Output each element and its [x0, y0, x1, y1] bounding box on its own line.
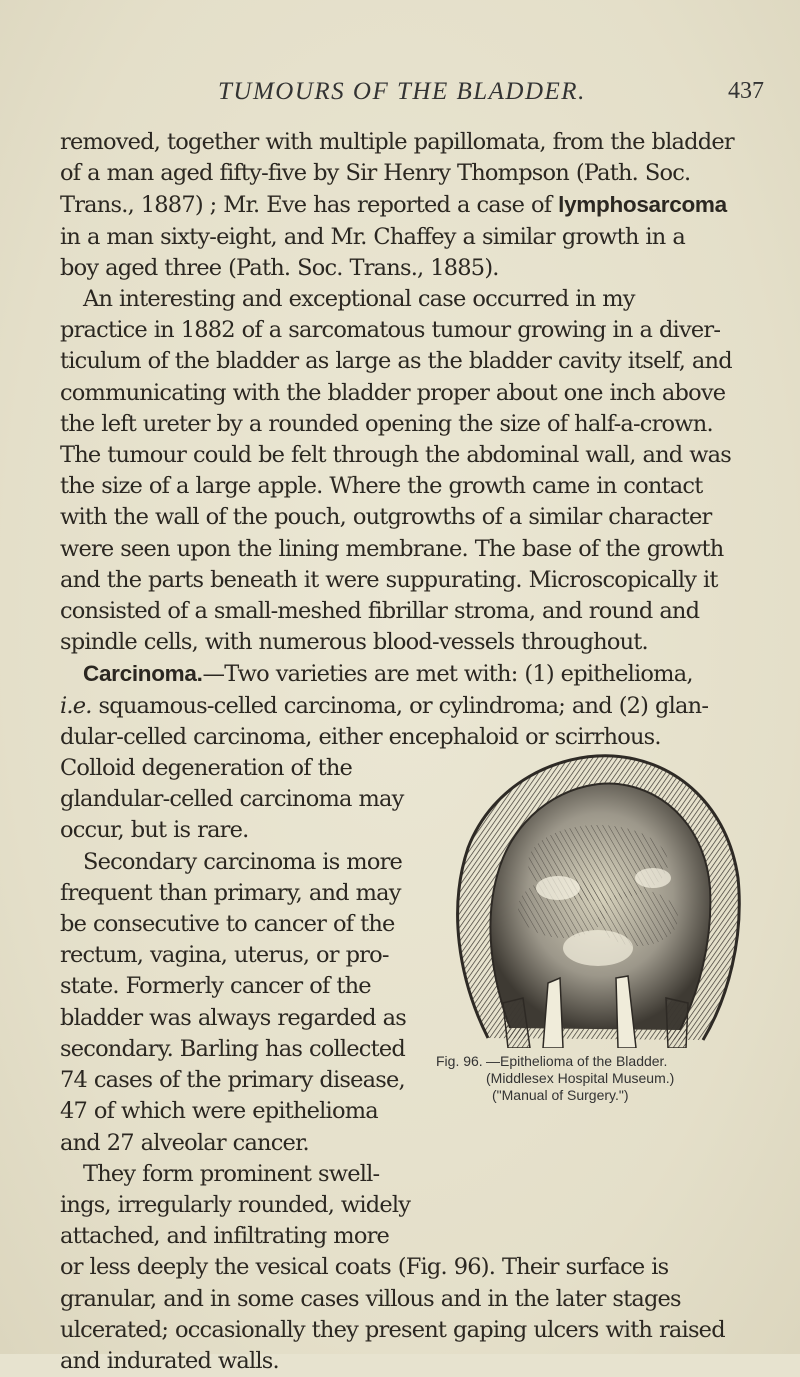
text-line: were seen upon the lining membrane. The base of the growth — [60, 535, 724, 562]
caption-line: ("Manual of Surgery.") — [492, 1087, 629, 1103]
page-header — [0, 78, 800, 110]
text-line — [60, 189, 742, 221]
text-line: Secondary carcinoma is more — [83, 848, 403, 875]
text-run: Trans., 1887) ; Mr. Eve has reported a case of — [60, 192, 559, 219]
text-line: 47 of which were epithelioma — [60, 1098, 378, 1125]
text-line: be consecutive to cancer of the — [60, 911, 395, 938]
text-line — [60, 691, 742, 722]
text-line: removed, together with multiple papillomata, from the bladder — [60, 129, 734, 155]
running-title: TUMOURS OF THE BLADDER. — [218, 78, 586, 105]
text-line: 74 cases of the primary disease, — [60, 1067, 405, 1094]
text-line: of a man aged fifty-five by Sir Henry Thompson (Path. Soc. — [60, 160, 691, 187]
term-lymphosarcoma: lymphosarcoma — [558, 192, 727, 218]
caption-line: —Epithelioma of the Bladder. — [486, 1053, 668, 1069]
text-line — [60, 658, 742, 690]
text-line: and indurated walls. — [60, 1347, 279, 1374]
text-line: The tumour could be felt through the abdominal wall, and was — [60, 442, 732, 469]
text-line: occur, but is rare. — [60, 817, 249, 844]
text-line: the size of a large apple. Where the growth came in contact — [60, 473, 703, 500]
text-line: in a man sixty-eight, and Mr. Chaffey a similar growth in a — [60, 223, 685, 250]
figure-label: Fig. 96. — [436, 1053, 483, 1069]
section-heading-carcinoma: Carcinoma. — [83, 661, 203, 687]
text-line: state. Formerly cancer of the — [60, 973, 371, 1000]
text-line: Colloid degeneration of the — [60, 755, 353, 782]
text-line: rectum, vagina, uterus, or pro- — [60, 942, 389, 969]
text-run: squamous-celled carcinoma, or cylindroma; and (2) glan- — [91, 692, 709, 719]
text-run: —Two varieties are met with: (1) epithelioma, — [202, 661, 693, 688]
text-line: spindle cells, with numerous blood-vessels throughout. — [60, 629, 648, 656]
text-line: frequent than primary, and may — [60, 879, 401, 906]
text-line: dular-celled carcinoma, either encephaloid or scirrhous. — [60, 723, 661, 750]
text-line: ings, irregularly rounded, widely — [60, 1191, 411, 1218]
text-line: bladder was always regarded as — [60, 1004, 406, 1031]
page-number: 437 — [728, 78, 764, 104]
text-line: attached, and infiltrating more — [60, 1223, 390, 1250]
text-line: An interesting and exceptional case occurred in my — [83, 286, 635, 313]
text-line: secondary. Barling has collected — [60, 1035, 405, 1062]
text-line: the left ureter by a rounded opening the size of half-a-crown. — [60, 410, 713, 437]
text-line: consisted of a small-meshed fibrillar stroma, and round and — [60, 598, 700, 625]
text-line: They form prominent swell- — [83, 1160, 380, 1187]
text-line: glandular-celled carcinoma may — [60, 786, 404, 813]
text-line: granular, and in some cases villous and in the later stages — [60, 1285, 681, 1312]
text-run-italic: i.e. — [60, 692, 92, 719]
text-line: and the parts beneath it were suppurating. Microscopically it — [60, 566, 718, 593]
text-line: with the wall of the pouch, outgrowths of a similar character — [60, 504, 712, 531]
bladder-engraving-illustration — [448, 748, 744, 1048]
caption-line: (Middlesex Hospital Museum.) — [486, 1070, 675, 1086]
text-line: practice in 1882 of a sarcomatous tumour growing in a diver- — [60, 317, 721, 344]
figure-96 — [448, 748, 744, 1048]
text-line: and 27 alveolar cancer. — [60, 1129, 309, 1156]
text-line: ulcerated; occasionally they present gaping ulcers with raised — [60, 1316, 725, 1343]
text-line: or less deeply the vesical coats (Fig. 96). Their surface is — [60, 1254, 669, 1281]
text-line: communicating with the bladder proper about one inch above — [60, 379, 726, 406]
text-line: ticulum of the bladder as large as the bladder cavity itself, and — [60, 348, 732, 375]
text-line: boy aged three (Path. Soc. Trans., 1885). — [60, 254, 499, 281]
